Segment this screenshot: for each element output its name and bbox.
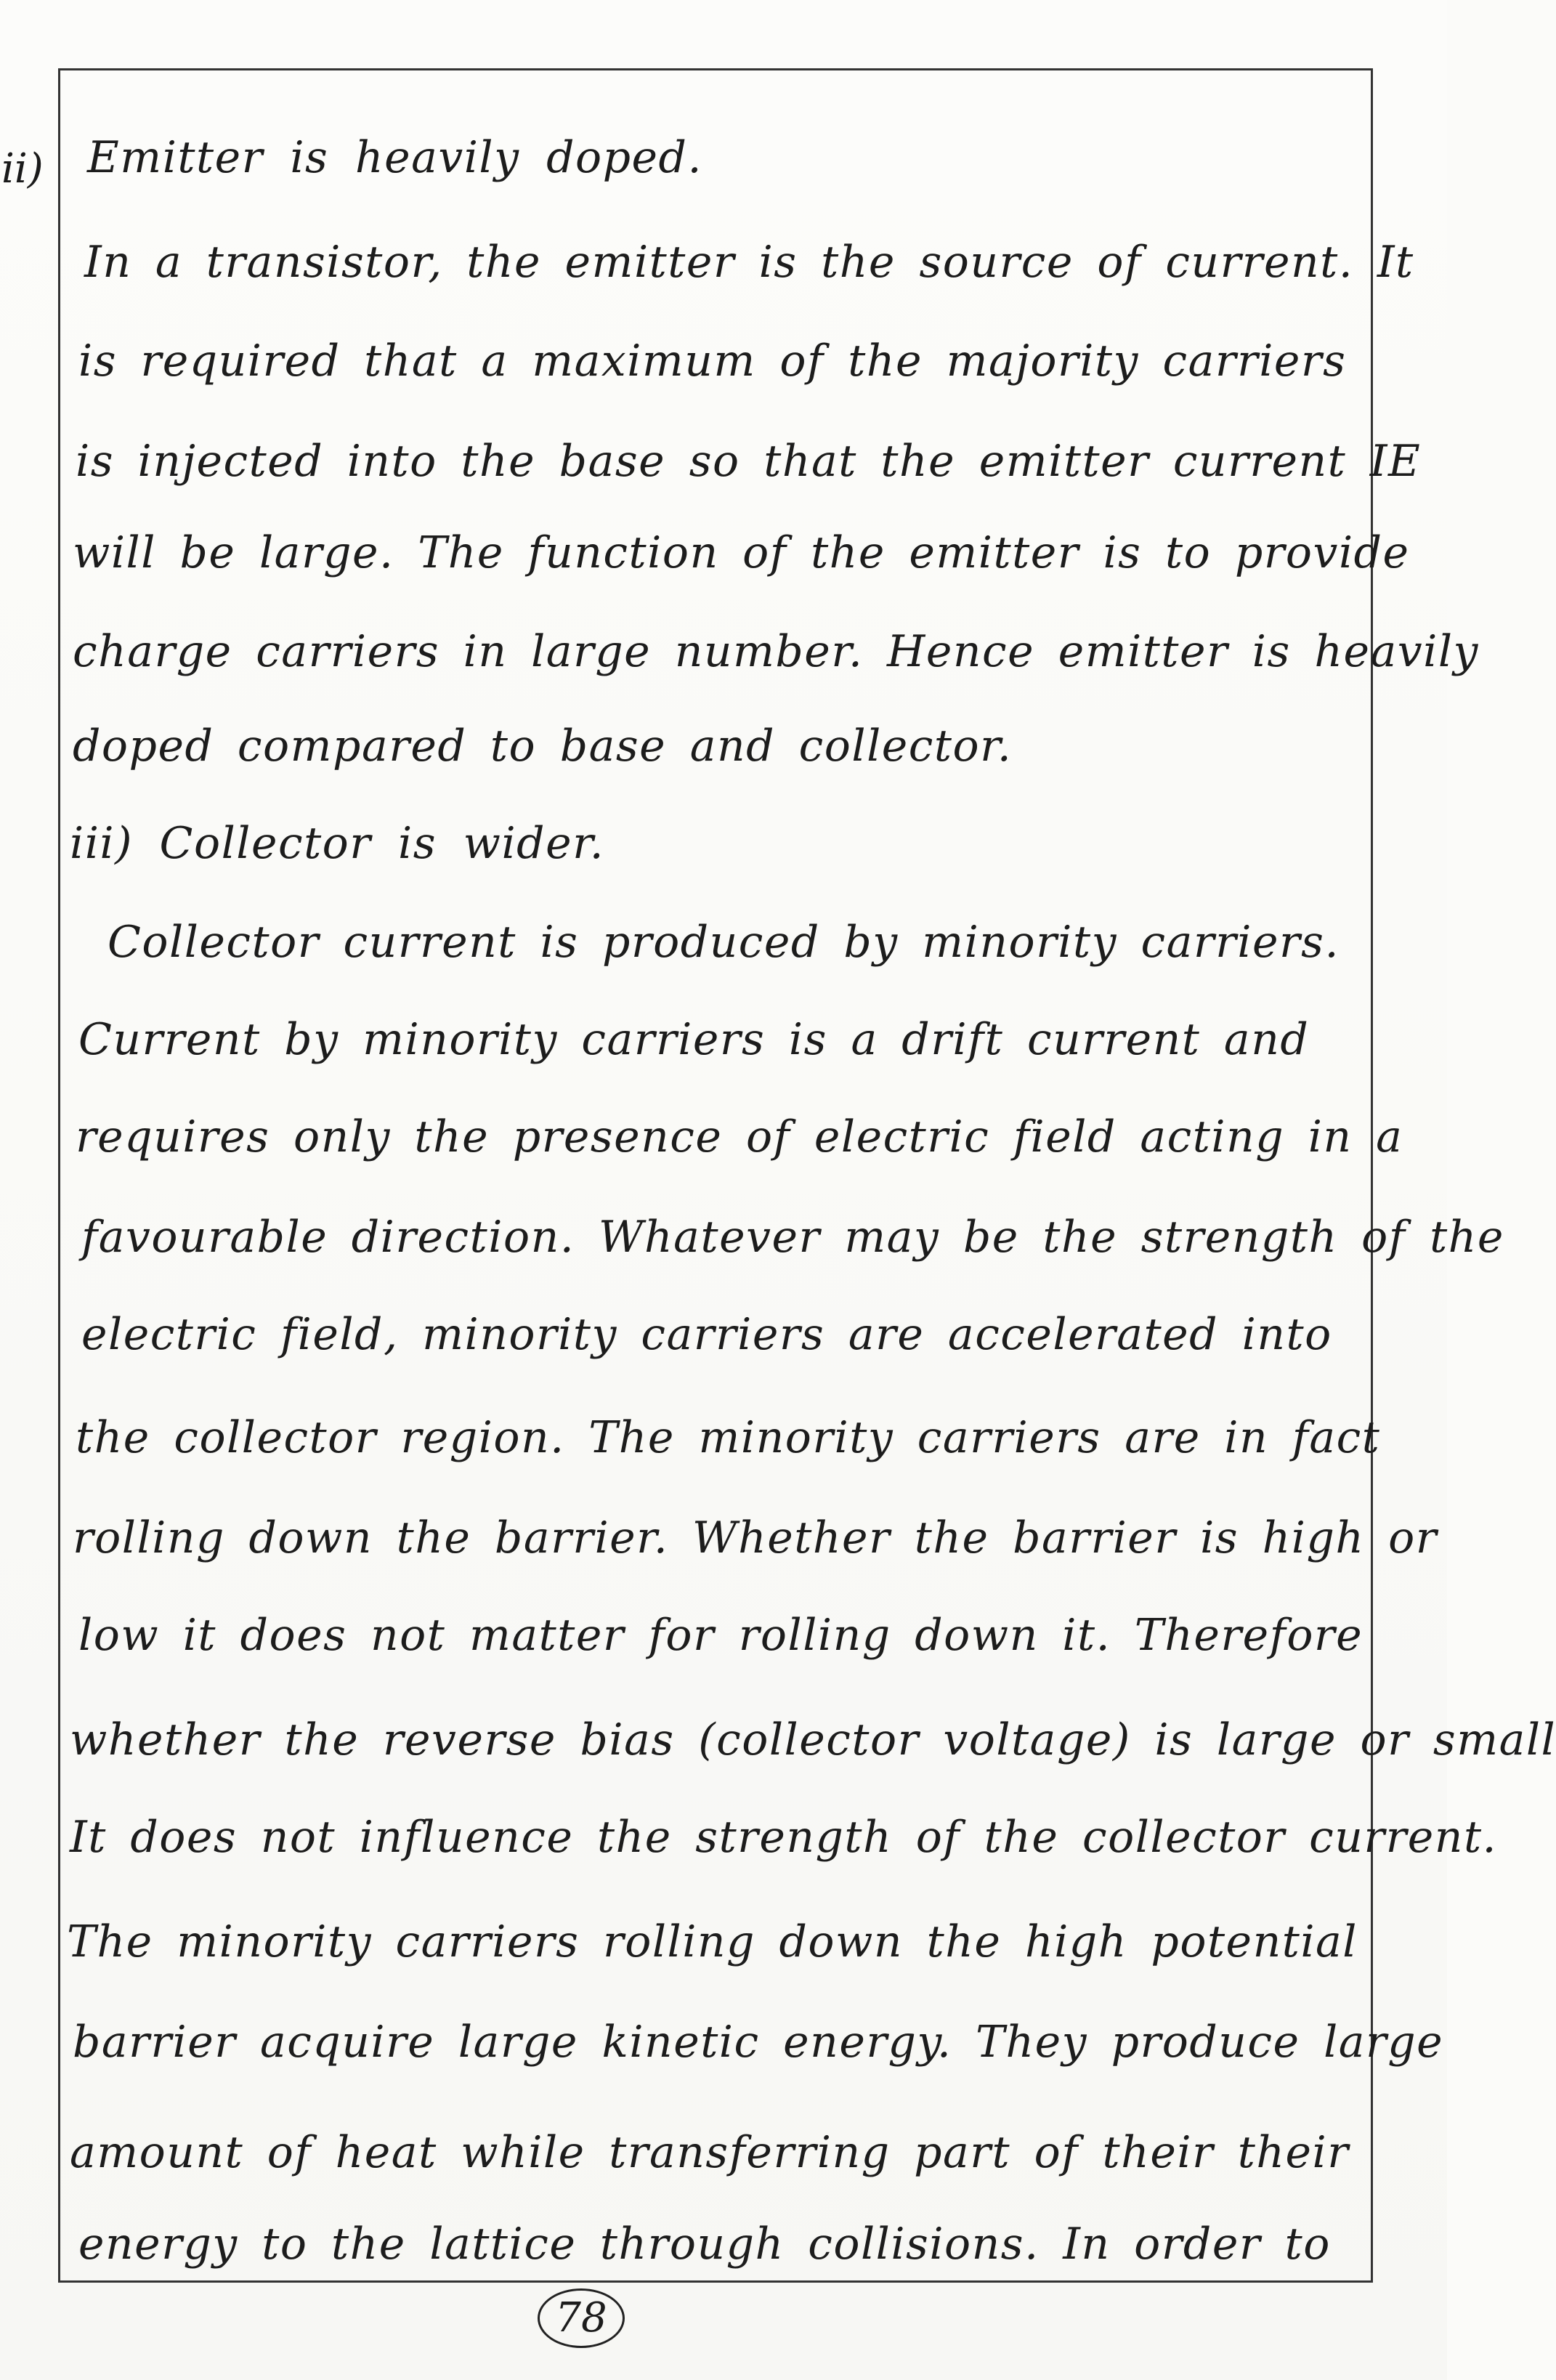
- margin-label: ii): [1, 145, 44, 193]
- text-line: iii) Collector is wider.: [70, 818, 605, 869]
- text-line: is required that a maximum of the majority carriers: [78, 336, 1347, 386]
- text-line: barrier acquire large kinetic energy. They produce large: [73, 2017, 1444, 2068]
- text-line: requires only the presence of electric field acting in a: [76, 1112, 1403, 1162]
- text-line: is injected into the base so that the emitter current IE: [76, 436, 1422, 487]
- text-line: energy to the lattice through collisions. In order to: [78, 2219, 1331, 2270]
- text-line: doped compared to base and collector.: [73, 721, 1013, 772]
- text-line: Collector current is produced by minority carriers.: [108, 917, 1340, 968]
- text-line: favourable direction. Whatever may be the strength of the: [81, 1212, 1504, 1263]
- text-line: The minority carriers rolling down the high potential: [67, 1916, 1358, 1967]
- page-number: 78: [538, 2288, 625, 2348]
- text-line: charge carriers in large number. Hence emitter is heavily: [73, 626, 1479, 677]
- text-line: will be large. The function of the emitter is to provide: [73, 527, 1410, 578]
- text-line: low it does not matter for rolling down it. Therefore: [78, 1610, 1363, 1661]
- text-line: electric field, minority carriers are accelerated into: [81, 1309, 1332, 1360]
- text-line: Current by minority carriers is a drift current and: [78, 1014, 1310, 1065]
- text-line: In a transistor, the emitter is the source of current. It: [84, 237, 1414, 288]
- text-line: rolling down the barrier. Whether the barrier is high or: [73, 1513, 1438, 1563]
- text-line: whether the reverse bias (collector voltage) is large or small: [70, 1715, 1556, 1765]
- text-line: Emitter is heavily doped.: [87, 132, 703, 183]
- text-line: It does not influence the strength of the collector current.: [70, 1812, 1498, 1863]
- text-line: the collector region. The minority carriers are in fact: [76, 1412, 1381, 1463]
- text-line: amount of heat while transferring part of their their: [70, 2127, 1350, 2178]
